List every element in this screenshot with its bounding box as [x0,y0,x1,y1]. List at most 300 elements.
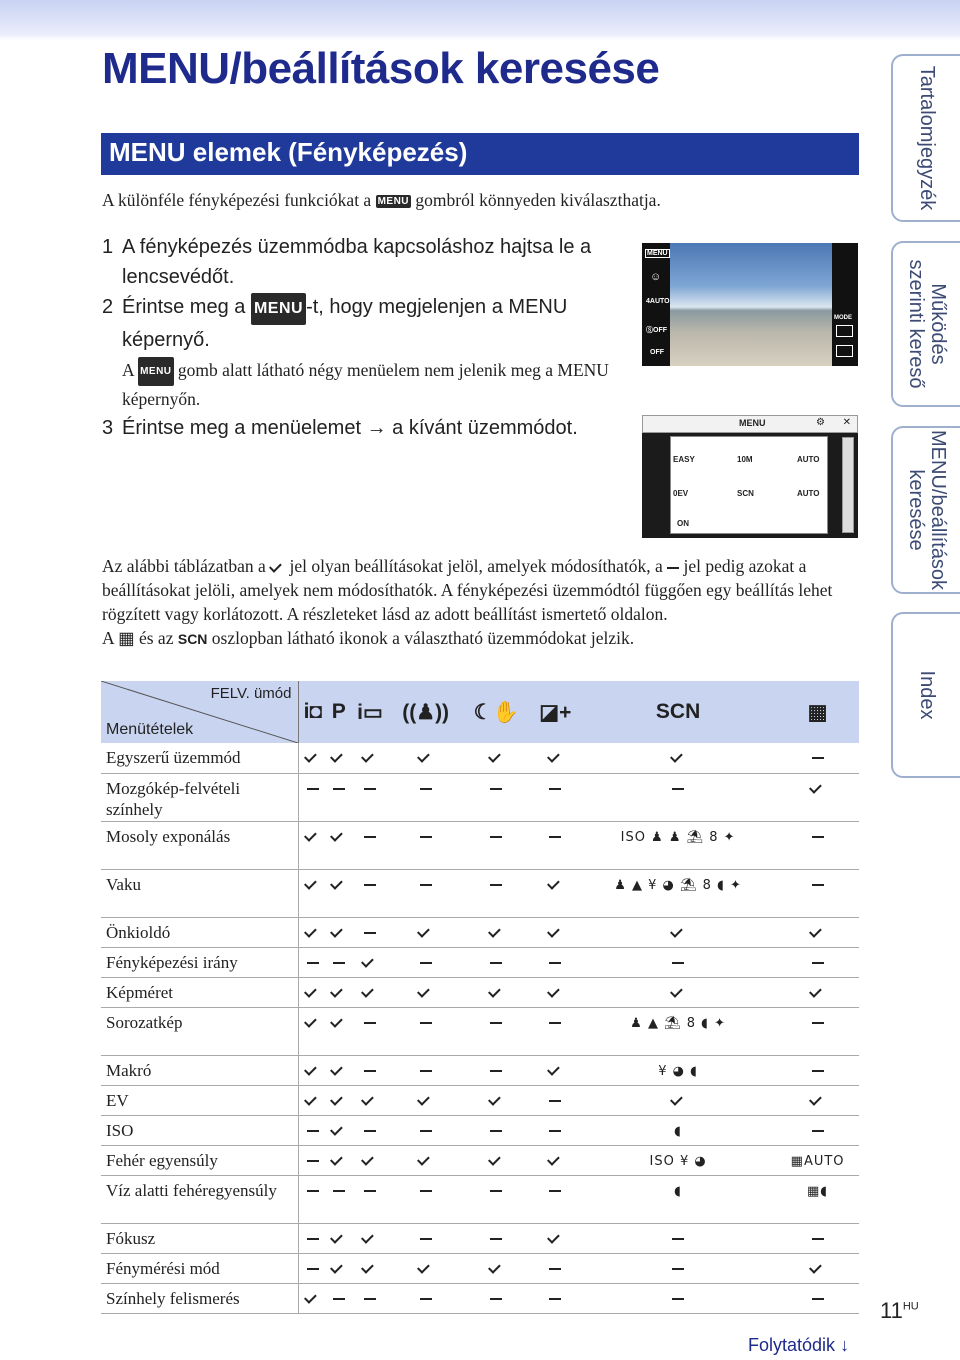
check-mark-cell [298,821,327,869]
dash-icon [672,1238,684,1240]
check-icon [304,985,317,998]
check-mark-cell [298,1007,327,1055]
ev-item: 0EV [673,489,689,498]
page-lang: HU [902,1300,919,1313]
dash-mark-cell [776,821,859,869]
step-text: A fényképezés üzemmódba kapcsoláshoz hajtsa le a lencsevédőt. [122,236,592,288]
check-icon [330,750,343,763]
dash-icon [364,1130,376,1132]
check-icon [670,1093,683,1106]
check-icon [304,750,317,763]
scene-auto-item: AUTO [797,455,820,464]
dash-mark-cell [298,1115,327,1145]
mode-movie-icon: ▦ [776,681,859,743]
check-icon [361,1093,374,1106]
check-mark-cell [350,1223,389,1253]
dash-mark-cell [462,1115,531,1145]
menu-key-icon: MENU [138,357,173,386]
check-icon [361,750,374,763]
table-row [101,917,859,947]
menu-item-label: Mozgókép-felvételi színhely [101,773,298,821]
page-title: MENU/beállítások keresése [102,44,660,93]
dash-mark-cell [298,1223,327,1253]
dash-icon [307,1268,319,1270]
dash-icon [364,1298,376,1300]
mode-header-label: FELV. ümód [210,685,292,702]
dash-mark-cell [776,947,859,977]
check-mark-cell [298,743,327,773]
dash-mark-cell [298,1253,327,1283]
dash-icon [307,1160,319,1162]
dash-icon [490,1238,502,1240]
dash-mark-cell [531,1175,580,1223]
menu-icon: MENU [647,250,668,257]
page-number-value: 11 [880,1298,903,1323]
tab-label: Működés szerinti kereső [904,259,949,389]
check-mark-cell [327,977,350,1007]
check-mark-cell [350,1145,389,1175]
dash-mark-cell [776,869,859,917]
dash-icon [420,836,432,838]
check-icon [670,750,683,763]
dash-icon [672,962,684,964]
check-icon [304,1291,317,1304]
menu-key-icon: MENU [251,293,306,325]
dash-mark-cell [390,869,462,917]
menu-item-label: Mosoly exponálás [101,821,298,869]
dash-mark-cell [531,773,580,821]
table-row [101,1223,859,1253]
dash-mark-cell [580,1253,776,1283]
dash-mark-cell [776,1283,859,1313]
easy-item: EASY [673,455,695,464]
dash-icon [549,1100,561,1102]
table-row [101,977,859,1007]
check-mark-cell [462,1145,531,1175]
dash-mark-cell [390,821,462,869]
dash-icon [364,1190,376,1192]
dash-icon [333,788,345,790]
close-icon: ✕ [842,417,851,428]
check-mark-cell [462,743,531,773]
section-title: MENU elemek (Fényképezés) [101,133,859,175]
dash-mark-cell [350,1007,389,1055]
check-mark-cell [462,977,531,1007]
mode-label: MODE [834,315,852,321]
dash-icon [812,1238,824,1240]
check-icon [488,925,501,938]
check-icon [304,1015,317,1028]
check-icon [809,925,822,938]
smile-icon: ☺ [650,271,662,283]
scene-icons-cell: ISO ♟ ♟ ⛱ 8 ✦ [580,821,776,869]
para-text: oszlopban látható ikonok a választható üzemmódokat jelzik. [211,628,635,648]
table-row [101,1283,859,1313]
dash-mark-cell [390,1283,462,1313]
check-mark-cell [327,917,350,947]
check-icon [417,1093,430,1106]
check-mark-cell [298,917,327,947]
table-row [101,1115,859,1145]
check-icon [670,925,683,938]
scn-icon: SCN [177,631,208,647]
dash-icon [490,884,502,886]
check-mark-cell [327,1115,350,1145]
dash-mark-cell [350,1283,389,1313]
scene-icons-cell: ¥ ◕ ◖ [580,1055,776,1085]
dash-mark-cell [531,1253,580,1283]
check-mark-cell [580,743,776,773]
scene-icons-cell: ◖ [580,1175,776,1223]
menu-panel [670,436,828,534]
tab-contents[interactable] [891,54,960,222]
menu-item-label: EV [101,1085,298,1115]
dash-mark-cell [390,1115,462,1145]
check-icon [488,985,501,998]
dash-icon [420,1190,432,1192]
check-mark-cell [390,1085,462,1115]
intro-suffix: gombról könnyeden kiválaszthatja. [415,190,661,210]
check-mark-cell [390,1253,462,1283]
steps-list [102,232,622,443]
dash-icon [307,1190,319,1192]
check-mark-cell [327,1145,350,1175]
menu-items-table [101,681,859,1314]
page-number [880,1298,919,1324]
table-row [101,821,859,869]
check-mark-cell [350,947,389,977]
step-number: 3 [102,417,114,439]
table-body [101,743,859,1313]
continues-link[interactable] [748,1335,849,1356]
camera-mode-icon [836,325,853,337]
check-icon [809,1261,822,1274]
table-row [101,1055,859,1085]
dash-mark-cell [298,947,327,977]
dash-mark-cell [580,947,776,977]
camera-right-icons [832,243,858,366]
table-row [101,773,859,821]
table-row [101,1145,859,1175]
menu-item-label: ISO [101,1115,298,1145]
mode-intelligent-auto-icon: i◘ [298,681,327,743]
dash-mark-cell [390,1007,462,1055]
menu-scrollbar [842,437,854,533]
tab-label: Index [915,670,938,720]
menu-key-icon: MENU [377,196,410,207]
dash-mark-cell [531,1085,580,1115]
dash-icon [667,567,679,569]
dash-icon [490,836,502,838]
check-mark-cell [776,977,859,1007]
dash-mark-cell [531,821,580,869]
dash-mark-cell [462,773,531,821]
gear-icon: ⚙ [816,417,825,428]
dash-icon [333,1298,345,1300]
check-mark-cell [298,1055,327,1085]
check-mark-cell [298,869,327,917]
check-icon [330,1015,343,1028]
check-icon [361,1261,374,1274]
tab-menu-settings-search[interactable] [891,426,960,594]
camera-screen-shooting [642,243,858,366]
check-icon [330,1153,343,1166]
check-mark-cell [390,743,462,773]
dash-mark-cell [462,1055,531,1085]
table-row [101,1007,859,1055]
check-icon [488,1153,501,1166]
check-mark-cell [531,743,580,773]
dash-icon [812,836,824,838]
dash-icon [420,962,432,964]
dash-icon [549,836,561,838]
step-text-pre: Érintse meg a [122,296,246,318]
step-1 [102,232,622,292]
mode-backlight-icon: ◪+ [531,681,580,743]
check-icon [361,1231,374,1244]
dash-mark-cell [390,1055,462,1085]
check-icon [304,829,317,842]
dash-mark-cell [462,947,531,977]
dash-icon [549,1130,561,1132]
dash-icon [364,884,376,886]
check-icon [304,1093,317,1106]
check-mark-cell [327,1223,350,1253]
check-mark-cell [776,1253,859,1283]
check-icon [304,877,317,890]
scn-item: SCN [737,489,754,498]
dash-icon [420,1022,432,1024]
dash-mark-cell [462,1007,531,1055]
check-mark-cell [350,977,389,1007]
scene-icons-cell: ♟ ▲ ¥ ◕ ⛱ 8 ◖ ✦ [580,869,776,917]
dash-mark-cell [462,821,531,869]
dash-mark-cell [776,1223,859,1253]
down-arrow-icon: ↓ [840,1335,850,1355]
note-post: gomb alatt látható négy menüelem nem jelenik meg a MENU képernyőn. [122,360,609,409]
table-explanation [102,554,862,651]
dash-mark-cell [462,1175,531,1223]
size-item: 10M [737,455,753,464]
dash-icon [420,1298,432,1300]
dash-icon [420,788,432,790]
dash-icon [364,1022,376,1024]
tab-label: Tartalomjegyzék [915,65,938,211]
check-mark-cell [298,1085,327,1115]
flash-auto-icon: 4AUTO [646,298,670,305]
check-mark-cell [390,917,462,947]
step-2 [102,292,622,355]
para-text: A [102,628,114,648]
dash-mark-cell [350,1175,389,1223]
dash-mark-cell [462,1283,531,1313]
check-mark-cell [327,1253,350,1283]
table-row [101,1253,859,1283]
dash-mark-cell [298,773,327,821]
check-icon [809,1093,822,1106]
menu-item-label: Víz alatti fehéregyensúly [101,1175,298,1223]
step-text-pre: Érintse meg a menüelemet [122,417,362,439]
dash-icon [549,1268,561,1270]
check-icon [330,985,343,998]
scene-icons-cell: ▦◖ [776,1175,859,1223]
continues-label: Folytatódik [748,1335,836,1355]
dash-icon [420,1238,432,1240]
check-mark-cell [531,869,580,917]
dash-icon [549,788,561,790]
dash-mark-cell [350,869,389,917]
check-mark-cell [580,1085,776,1115]
check-mark-cell [776,773,859,821]
dash-icon [812,1298,824,1300]
check-mark-cell [327,1085,350,1115]
check-icon [547,1231,560,1244]
dash-mark-cell [531,947,580,977]
selftimer-off-icon: ⓈOFF [646,327,667,334]
dash-icon [549,1022,561,1024]
check-icon [330,877,343,890]
check-mark-cell [531,1055,580,1085]
menu-item-label: Fehér egyensúly [101,1145,298,1175]
dash-icon [812,884,824,886]
check-mark-cell [531,1145,580,1175]
menu-item-label: Fókusz [101,1223,298,1253]
check-mark-cell [462,917,531,947]
dash-icon [364,932,376,934]
dash-icon [420,1070,432,1072]
dash-icon [307,1238,319,1240]
dash-mark-cell [350,773,389,821]
check-mark-cell [298,977,327,1007]
dash-mark-cell [350,821,389,869]
check-icon [547,750,560,763]
para-text: jel olyan beállításokat jelöl, amelyek módosíthatók, a [289,556,663,576]
mode-sweep-panorama-icon: i▭ [350,681,389,743]
menu-item-label: Önkioldó [101,917,298,947]
menu-item-label: Vaku [101,869,298,917]
check-icon [547,925,560,938]
dash-icon [672,1268,684,1270]
step-text-post: a kívánt üzemmódot. [392,417,578,439]
beach-photo [670,243,832,366]
check-mark-cell [462,1085,531,1115]
check-icon [488,1261,501,1274]
mode-scene-icon: SCN [580,681,776,743]
dash-mark-cell [390,947,462,977]
para-text: Az alábbi táblázatban a [102,556,266,576]
check-icon [361,955,374,968]
table-header-row [101,681,859,743]
check-mark-cell [531,1223,580,1253]
dash-mark-cell [776,1115,859,1145]
scene-icons-cell: ♟ ▲ ⛱ 8 ◖ ✦ [580,1007,776,1055]
dash-icon [549,1190,561,1192]
check-mark-cell [298,1283,327,1313]
check-mark-cell [580,977,776,1007]
dash-icon [490,1070,502,1072]
check-icon [330,829,343,842]
check-icon [361,985,374,998]
check-icon [330,1093,343,1106]
dash-mark-cell [327,1175,350,1223]
check-mark-cell [327,821,350,869]
scene-icons-cell: ISO ¥ ◕ [580,1145,776,1175]
dash-mark-cell [298,1175,327,1223]
check-mark-cell [776,1085,859,1115]
check-mark-cell [580,917,776,947]
dash-icon [812,1022,824,1024]
check-mark-cell [327,1007,350,1055]
dash-icon [812,962,824,964]
table-row [101,1175,859,1223]
check-mark-cell [390,977,462,1007]
dash-icon [364,788,376,790]
intro-prefix: A különféle fényképezési funkciókat a [102,190,372,210]
check-mark-cell [350,743,389,773]
check-icon [417,1153,430,1166]
mode-handheld-twilight-icon: ☾✋ [462,681,531,743]
check-mark-cell [350,1253,389,1283]
dash-icon [812,1070,824,1072]
check-icon [330,1063,343,1076]
check-mark-cell [390,1145,462,1175]
check-mark-cell [462,1253,531,1283]
note-pre: A [122,360,134,380]
dash-mark-cell [390,1175,462,1223]
dash-icon [812,1130,824,1132]
dash-mark-cell [327,947,350,977]
check-icon [269,560,282,573]
dash-icon [307,962,319,964]
step-number: 2 [102,296,114,318]
check-icon [330,925,343,938]
menu-item-label: Fénymérési mód [101,1253,298,1283]
check-icon [547,877,560,890]
check-icon [488,1093,501,1106]
dash-mark-cell [462,1223,531,1253]
check-icon [330,1123,343,1136]
grid-on-item: ON [677,519,689,528]
dash-mark-cell [462,869,531,917]
step-text-post: -t, hogy megjelenjen a MENU képernyő. [122,296,568,351]
dash-mark-cell [298,1145,327,1175]
check-mark-cell [327,869,350,917]
table-row [101,869,859,917]
dash-mark-cell [776,1007,859,1055]
check-icon [809,985,822,998]
dash-icon [672,1298,684,1300]
dash-icon [307,1130,319,1132]
dash-icon [490,962,502,964]
table-row [101,1085,859,1115]
dash-icon [549,962,561,964]
dash-mark-cell [580,1283,776,1313]
table-row [101,947,859,977]
burst-off-icon: OFF [650,349,664,356]
dash-icon [490,1130,502,1132]
tab-operation-search[interactable] [891,241,960,407]
check-icon [330,1261,343,1274]
scene-icons-cell: ◖ [580,1115,776,1145]
dash-icon [333,962,345,964]
tab-index[interactable] [891,612,960,778]
dash-mark-cell [327,773,350,821]
face-auto-item: AUTO [797,489,820,498]
check-icon [304,1063,317,1076]
dash-mark-cell [350,1055,389,1085]
check-icon [361,1153,374,1166]
dash-icon [490,1298,502,1300]
